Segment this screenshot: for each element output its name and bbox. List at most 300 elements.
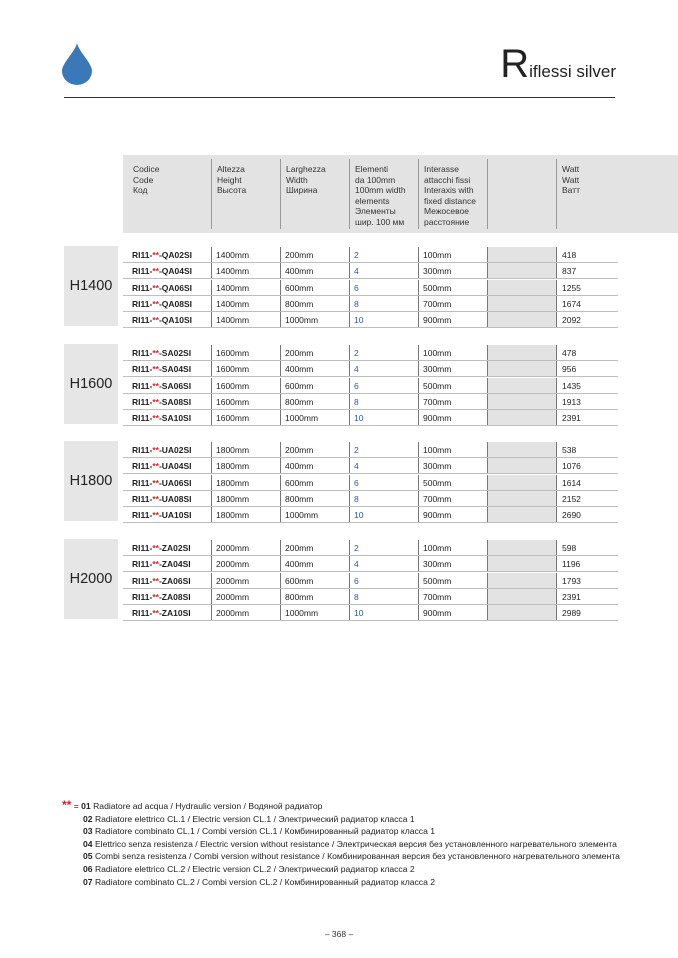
width-cell: 600mm <box>285 380 314 391</box>
width-cell: 1000mm <box>285 315 319 326</box>
column-divider <box>556 410 557 426</box>
interaxis-cell: 100mm <box>423 543 452 553</box>
column-divider <box>418 540 419 556</box>
code-prefix: RI11- <box>132 282 153 293</box>
product-code <box>132 250 192 260</box>
elements-cell: 4 <box>354 461 359 472</box>
shaded-cell <box>487 556 557 572</box>
product-code <box>132 559 191 569</box>
code-stars: ** <box>152 315 159 326</box>
interaxis-cell: 500mm <box>423 282 452 293</box>
column-divider <box>349 589 350 605</box>
width-cell: 600mm <box>285 282 314 293</box>
column-divider <box>349 345 350 361</box>
product-code <box>132 315 192 325</box>
product-code <box>132 461 192 471</box>
header-interaxis: Interasse attacchi fissi Interaxis with fixed distance Mежосевое расстояние <box>424 164 476 227</box>
table-row <box>123 296 618 312</box>
column-divider <box>280 458 281 474</box>
column-divider <box>349 378 350 394</box>
row-divider <box>123 620 618 621</box>
column-divider <box>487 296 488 312</box>
table-row <box>123 378 618 394</box>
column-divider <box>349 312 350 328</box>
interaxis-cell: 700mm <box>423 298 452 309</box>
interaxis-cell: 300mm <box>423 461 452 472</box>
column-divider <box>556 442 557 458</box>
column-divider <box>556 573 557 589</box>
code-prefix: RI11- <box>132 559 153 570</box>
watt-cell: 1435 <box>562 380 581 391</box>
height-cell: 2000mm <box>216 575 250 586</box>
column-divider <box>418 442 419 458</box>
height-cell: 1800mm <box>216 445 250 455</box>
column-divider <box>349 410 350 426</box>
shaded-cell <box>487 458 557 474</box>
watt-cell: 598 <box>562 543 577 553</box>
interaxis-cell: 500mm <box>423 380 452 391</box>
elements-cell: 4 <box>354 364 359 375</box>
interaxis-cell: 500mm <box>423 477 452 488</box>
code-suffix: -SA08SI <box>158 396 192 407</box>
product-code <box>132 494 192 504</box>
code-stars: ** <box>152 282 159 293</box>
interaxis-cell: 100mm <box>423 348 452 358</box>
watt-cell: 2391 <box>562 591 581 602</box>
footnote-number: 06 <box>83 863 93 874</box>
column-divider <box>418 605 419 621</box>
group-label: H1800 <box>64 441 118 521</box>
code-stars: ** <box>152 298 159 309</box>
footnote-number: 02 <box>83 813 93 824</box>
column-divider <box>349 247 350 263</box>
column-divider <box>556 361 557 377</box>
column-divider <box>280 442 281 458</box>
column-divider <box>211 361 212 377</box>
brand-initial: R <box>500 42 530 86</box>
code-stars: ** <box>152 477 159 488</box>
column-divider <box>211 507 212 523</box>
row-divider <box>123 425 618 426</box>
interaxis-cell: 300mm <box>423 266 452 277</box>
code-suffix: -QA02SI <box>158 250 193 260</box>
column-divider <box>418 247 419 263</box>
product-code <box>132 608 191 618</box>
column-divider <box>280 280 281 296</box>
table-row <box>123 605 618 621</box>
group-label: H2000 <box>64 539 118 619</box>
watt-cell: 1076 <box>562 461 581 472</box>
width-cell: 600mm <box>285 575 314 586</box>
watt-cell: 2690 <box>562 510 581 521</box>
column-divider <box>556 378 557 394</box>
width-cell: 1000mm <box>285 608 319 619</box>
watt-cell: 478 <box>562 348 577 358</box>
product-code <box>132 543 191 553</box>
header-divider <box>349 159 350 229</box>
elements-cell: 2 <box>354 348 359 358</box>
column-divider <box>487 589 488 605</box>
code-prefix: RI11- <box>132 413 153 424</box>
code-suffix: -ZA02SI <box>158 543 191 553</box>
watt-cell: 837 <box>562 266 577 277</box>
watt-cell: 418 <box>562 250 577 260</box>
watt-cell: 1793 <box>562 575 581 586</box>
interaxis-cell: 900mm <box>423 608 452 619</box>
footnote-equals: = <box>71 801 82 811</box>
column-divider <box>211 247 212 263</box>
height-cell: 1400mm <box>216 266 250 277</box>
shaded-cell <box>487 573 557 589</box>
width-cell: 600mm <box>285 477 314 488</box>
elements-cell: 10 <box>354 510 364 521</box>
header-rule <box>64 97 615 98</box>
height-cell: 2000mm <box>216 608 250 619</box>
table-row <box>123 263 618 279</box>
code-suffix: -ZA04SI <box>158 559 191 570</box>
shaded-cell <box>487 247 557 263</box>
code-stars: ** <box>152 543 159 553</box>
column-divider <box>487 442 488 458</box>
column-divider <box>487 280 488 296</box>
column-divider <box>211 345 212 361</box>
code-prefix: RI11- <box>132 315 153 326</box>
table-row <box>123 589 618 605</box>
code-prefix: RI11- <box>132 445 153 455</box>
footnote-item <box>62 838 620 851</box>
column-divider <box>556 296 557 312</box>
code-prefix: RI11- <box>132 510 153 521</box>
watt-cell: 2152 <box>562 493 581 504</box>
column-divider <box>487 247 488 263</box>
code-suffix: -ZA08SI <box>158 591 191 602</box>
code-prefix: RI11- <box>132 608 153 619</box>
height-cell: 2000mm <box>216 559 250 570</box>
table-row <box>123 458 618 474</box>
code-stars: ** <box>152 266 159 277</box>
width-cell: 800mm <box>285 396 314 407</box>
product-code <box>132 266 192 276</box>
footnote-text: Combi senza resistenza / Combi version without resistance / Комбинированная версия без установленного нагревательного элемента <box>92 851 620 862</box>
watt-cell: 1614 <box>562 477 581 488</box>
code-stars: ** <box>152 413 159 424</box>
column-divider <box>280 491 281 507</box>
watt-cell: 1196 <box>562 559 581 570</box>
width-cell: 400mm <box>285 559 314 570</box>
code-prefix: RI11- <box>132 298 153 309</box>
elements-cell: 2 <box>354 250 359 260</box>
column-divider <box>556 507 557 523</box>
product-code <box>132 445 192 455</box>
width-cell: 400mm <box>285 266 314 277</box>
header-divider <box>211 159 212 229</box>
column-divider <box>556 312 557 328</box>
height-cell: 1800mm <box>216 510 250 521</box>
table-row <box>123 345 618 361</box>
column-divider <box>418 573 419 589</box>
footnote-text: Radiatore elettrico CL.1 / Electric version CL.1 / Электрический радиатор класса 1 <box>92 813 415 824</box>
code-suffix: -SA02SI <box>158 348 192 358</box>
footnote-item <box>62 876 620 889</box>
column-divider <box>487 361 488 377</box>
interaxis-cell: 300mm <box>423 364 452 375</box>
column-divider <box>487 378 488 394</box>
shaded-cell <box>487 280 557 296</box>
column-divider <box>487 410 488 426</box>
row-divider <box>123 522 618 523</box>
code-stars: ** <box>152 575 159 586</box>
watt-cell: 1255 <box>562 282 581 293</box>
column-divider <box>487 507 488 523</box>
interaxis-cell: 700mm <box>423 396 452 407</box>
elements-cell: 10 <box>354 413 364 424</box>
column-divider <box>211 263 212 279</box>
width-cell: 200mm <box>285 543 314 553</box>
interaxis-cell: 900mm <box>423 413 452 424</box>
table-row <box>123 475 618 491</box>
elements-cell: 6 <box>354 477 359 488</box>
elements-cell: 8 <box>354 396 359 407</box>
height-cell: 1400mm <box>216 298 250 309</box>
height-cell: 1600mm <box>216 396 250 407</box>
footnote-number: 05 <box>83 851 93 862</box>
page-number: – 368 – <box>324 929 354 939</box>
width-cell: 400mm <box>285 461 314 472</box>
column-divider <box>418 263 419 279</box>
height-cell: 1400mm <box>216 315 250 326</box>
code-prefix: RI11- <box>132 461 153 472</box>
product-code <box>132 592 191 602</box>
interaxis-cell: 900mm <box>423 510 452 521</box>
product-code <box>132 364 191 374</box>
table-row <box>123 247 618 263</box>
column-divider <box>418 556 419 572</box>
column-divider <box>280 361 281 377</box>
width-cell: 800mm <box>285 591 314 602</box>
footnote-text: Radiatore ad acqua / Hydraulic version / Водяной радиатор <box>90 801 323 811</box>
table-row <box>123 394 618 410</box>
code-suffix: -QA10SI <box>158 315 193 326</box>
column-divider <box>349 605 350 621</box>
table-row <box>123 507 618 523</box>
watt-cell: 2989 <box>562 608 581 619</box>
code-suffix: -ZA10SI <box>158 608 191 619</box>
code-stars: ** <box>152 364 159 375</box>
footnote-item <box>62 825 620 838</box>
width-cell: 400mm <box>285 364 314 375</box>
column-divider <box>349 491 350 507</box>
code-stars: ** <box>152 461 159 472</box>
interaxis-cell: 700mm <box>423 493 452 504</box>
column-divider <box>349 394 350 410</box>
height-cell: 1800mm <box>216 461 250 472</box>
footnote-list <box>62 799 620 888</box>
header-height: Altezza Height Высота <box>217 164 247 195</box>
height-cell: 1800mm <box>216 493 250 504</box>
header-watt: Watt Watt Ватт <box>562 164 580 195</box>
elements-cell: 8 <box>354 493 359 504</box>
elements-cell: 8 <box>354 298 359 309</box>
code-stars: ** <box>152 445 159 455</box>
column-divider <box>418 345 419 361</box>
footnote-number: 03 <box>83 826 93 837</box>
column-divider <box>211 410 212 426</box>
header-width: Larghezza Width Ширина <box>286 164 326 195</box>
table-row <box>123 442 618 458</box>
column-divider <box>556 458 557 474</box>
width-cell: 200mm <box>285 445 314 455</box>
column-divider <box>211 491 212 507</box>
elements-cell: 2 <box>354 543 359 553</box>
code-prefix: RI11- <box>132 543 153 553</box>
row-divider <box>123 327 618 328</box>
code-suffix: -SA10SI <box>158 413 192 424</box>
interaxis-cell: 100mm <box>423 250 452 260</box>
product-code <box>132 348 191 358</box>
table-row <box>123 540 618 556</box>
column-divider <box>349 280 350 296</box>
column-divider <box>211 296 212 312</box>
column-divider <box>280 247 281 263</box>
footnote-stars: ** <box>62 798 72 812</box>
interaxis-cell: 300mm <box>423 559 452 570</box>
interaxis-cell: 700mm <box>423 591 452 602</box>
product-code <box>132 576 191 586</box>
watt-cell: 1674 <box>562 298 581 309</box>
height-cell: 1600mm <box>216 348 250 358</box>
watt-cell: 2092 <box>562 315 581 326</box>
column-divider <box>487 475 488 491</box>
code-prefix: RI11- <box>132 396 153 407</box>
column-divider <box>487 573 488 589</box>
column-divider <box>487 540 488 556</box>
column-divider <box>280 605 281 621</box>
product-code <box>132 381 191 391</box>
shaded-cell <box>487 589 557 605</box>
group-label: H1400 <box>64 246 118 326</box>
code-stars: ** <box>152 608 159 619</box>
column-divider <box>280 410 281 426</box>
width-cell: 200mm <box>285 250 314 260</box>
product-code <box>132 299 192 309</box>
code-prefix: RI11- <box>132 380 153 391</box>
code-prefix: RI11- <box>132 591 153 602</box>
code-suffix: -UA08SI <box>158 493 192 504</box>
height-cell: 2000mm <box>216 543 250 553</box>
code-suffix: -ZA06SI <box>158 575 191 586</box>
height-cell: 1400mm <box>216 250 250 260</box>
interaxis-cell: 900mm <box>423 315 452 326</box>
column-divider <box>349 263 350 279</box>
column-divider <box>211 540 212 556</box>
column-divider <box>211 475 212 491</box>
column-divider <box>349 556 350 572</box>
code-prefix: RI11- <box>132 493 153 504</box>
code-stars: ** <box>152 591 159 602</box>
column-divider <box>211 605 212 621</box>
column-divider <box>418 296 419 312</box>
shaded-cell <box>487 378 557 394</box>
product-code <box>132 510 192 520</box>
brand-rest: iflessi silver <box>529 62 616 81</box>
column-divider <box>211 556 212 572</box>
column-divider <box>211 280 212 296</box>
footnote-item <box>62 850 620 863</box>
column-divider <box>349 475 350 491</box>
column-divider <box>349 507 350 523</box>
column-divider <box>280 589 281 605</box>
elements-cell: 6 <box>354 380 359 391</box>
code-prefix: RI11- <box>132 575 153 586</box>
table-row <box>123 491 618 507</box>
code-prefix: RI11- <box>132 348 153 358</box>
footnote-text: Elettrico senza resistenza / Electric version without resistance / Электрическая версия без установленного нагревательного элемента <box>92 838 617 849</box>
product-code <box>132 478 192 488</box>
column-divider <box>280 378 281 394</box>
water-drop-icon <box>62 43 92 85</box>
column-divider <box>418 312 419 328</box>
footnote-number: 04 <box>83 838 93 849</box>
elements-cell: 8 <box>354 591 359 602</box>
column-divider <box>211 442 212 458</box>
shaded-cell <box>487 312 557 328</box>
column-divider <box>349 540 350 556</box>
column-divider <box>418 507 419 523</box>
column-divider <box>487 345 488 361</box>
code-stars: ** <box>152 510 159 521</box>
code-suffix: -SA06SI <box>158 380 192 391</box>
footnote-item <box>62 799 620 813</box>
table-row <box>123 410 618 426</box>
column-divider <box>487 491 488 507</box>
elements-cell: 10 <box>354 608 364 619</box>
column-divider <box>418 475 419 491</box>
interaxis-cell: 100mm <box>423 445 452 455</box>
column-divider <box>349 458 350 474</box>
footnote-text: Radiatore elettrico CL.2 / Electric version CL.2 / Электрический радиатор класса 2 <box>92 863 415 874</box>
table-row <box>123 280 618 296</box>
width-cell: 1000mm <box>285 510 319 521</box>
footnote-text: Radiatore combinato CL.2 / Combi version CL.2 / Комбинированный радиатор класса 2 <box>92 876 436 887</box>
column-divider <box>280 573 281 589</box>
column-divider <box>556 540 557 556</box>
table-header <box>123 155 678 233</box>
column-divider <box>280 263 281 279</box>
interaxis-cell: 500mm <box>423 575 452 586</box>
code-suffix: -UA10SI <box>158 510 192 521</box>
shaded-cell <box>487 442 557 458</box>
shaded-cell <box>487 394 557 410</box>
footnote-item <box>62 813 620 826</box>
table-row <box>123 556 618 572</box>
code-suffix: -UA02SI <box>158 445 192 455</box>
width-cell: 800mm <box>285 298 314 309</box>
column-divider <box>349 442 350 458</box>
column-divider <box>418 378 419 394</box>
code-suffix: -SA04SI <box>158 364 192 375</box>
column-divider <box>280 296 281 312</box>
column-divider <box>418 491 419 507</box>
table-row <box>123 312 618 328</box>
column-divider <box>418 394 419 410</box>
height-cell: 1400mm <box>216 282 250 293</box>
column-divider <box>418 410 419 426</box>
column-divider <box>211 394 212 410</box>
table-row <box>123 573 618 589</box>
column-divider <box>211 458 212 474</box>
column-divider <box>211 573 212 589</box>
footnote-number: 01 <box>81 801 91 811</box>
